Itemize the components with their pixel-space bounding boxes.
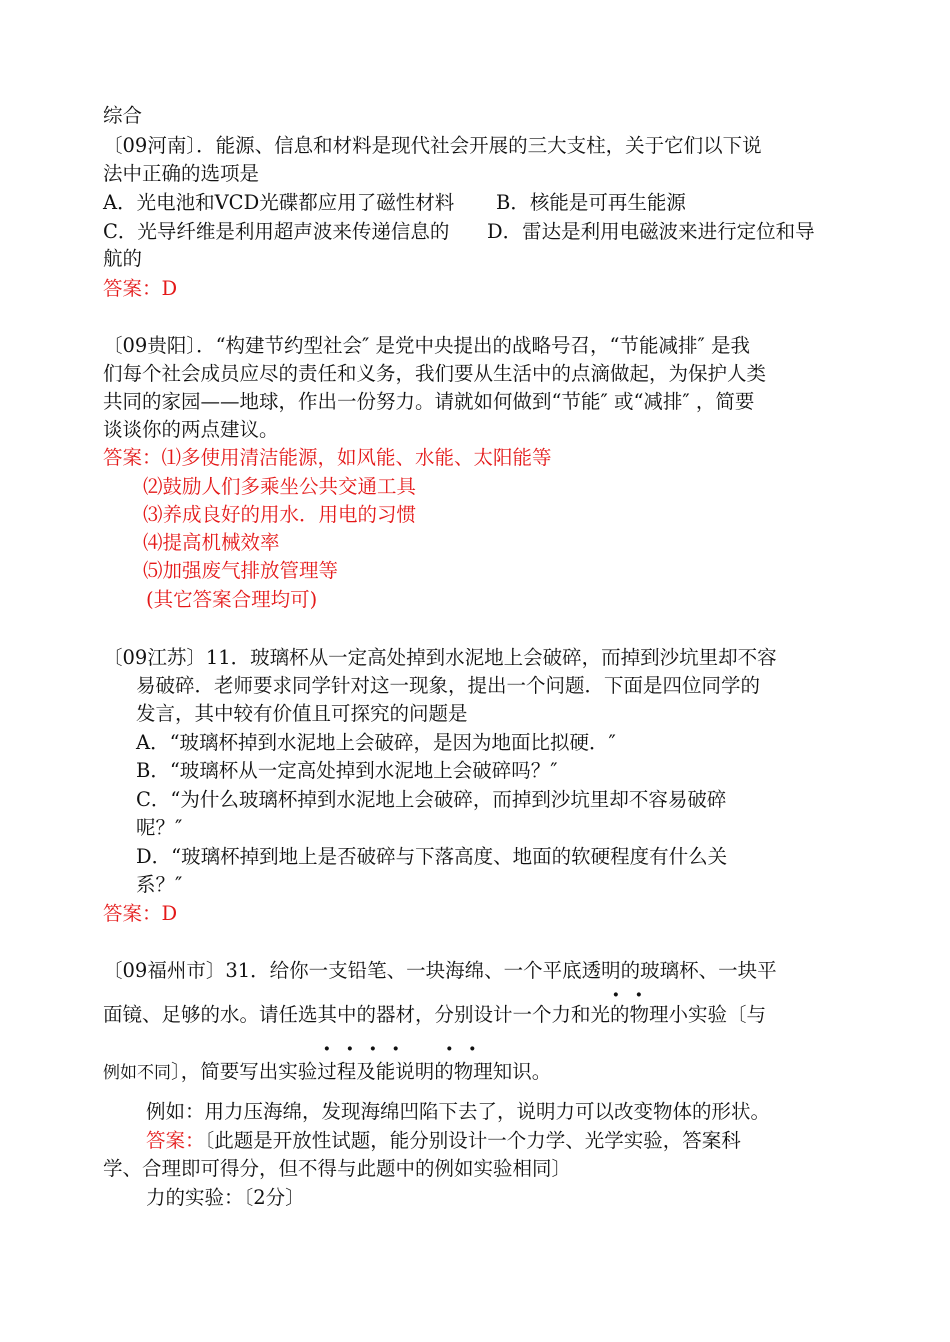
q2-line1-text: “构建节约型社会″ 是党中央提出的战略号召，“节能减排″ 是我: [215, 334, 750, 357]
q4-answer-text: 〔此题是开放性试题，能分别设计一个力学、光学实验，答案科: [204, 1129, 741, 1152]
q4-line2: 面镜、足够的水。请任选其中的器材，分别设计一个力和光的物理小实验〔与: [103, 1003, 767, 1026]
q2-answer-note: (其它答案合理均可): [146, 588, 318, 611]
q3-option-d-end: 系？″: [136, 873, 183, 896]
q4-line3-text: 〕，简要写出实验过程及能说明的物理知识。: [171, 1060, 552, 1083]
q3-line1: 〔09江苏〕11．玻璃杯从一定高处掉到水泥地上会破碎，而掉到沙坑里却不容: [103, 646, 777, 669]
q3-option-b: B．“玻璃杯从一定高处掉到水泥地上会破碎吗？″: [136, 759, 558, 782]
emphasis-dots: · ·: [612, 982, 643, 1008]
q4-line1: 〔09福州市〕31．给你一支铅笔、一块海绵、一个平底透明的玻璃杯、一块平: [103, 959, 777, 982]
q1-line1: 〔09河南〕．能源、信息和材料是现代社会开展的三大支柱，关于它们以下说: [103, 134, 762, 157]
q3-line3: 发言，其中较有价值且可探究的问题是: [136, 702, 468, 725]
q1-answer: 答案：D: [103, 277, 178, 300]
q2-line4: 谈谈你的两点建议。: [103, 418, 279, 441]
q2-answer-line1: [103, 445, 552, 471]
q2-source: 〔09贵阳〕．: [103, 334, 216, 357]
q1-option-c: C．光导纤维是利用超声波来传递信息的: [103, 220, 450, 243]
q3-option-a: A．“玻璃杯掉到水泥地上会破碎，是因为地面比拟硬．″: [136, 731, 616, 754]
q1-option-b: B．核能是可再生能源: [496, 191, 686, 214]
q3-option-c: C．“为什么玻璃杯掉到水泥地上会破碎，而掉到沙坑里却不容易破碎: [136, 788, 727, 811]
q3-line2: 易破碎．老师要求同学针对这一现象，提出一个问题．下面是四位同学的: [136, 674, 761, 697]
q3-option-d: D．“玻璃杯掉到地上是否破碎与下落高度、地面的软硬程度有什么关: [136, 845, 728, 868]
q4-line3-start: 例如不同: [103, 1063, 171, 1083]
q2-line2: 们每个社会成员应尽的责任和义务，我们要从生活中的点滴做起，为保护人类: [103, 362, 767, 385]
q1-option-d-end: 航的: [103, 247, 143, 270]
q1-option-d: D．雷达是利用电磁波来进行定位和导: [487, 220, 815, 243]
emphasis-dots: · · · · · ·: [323, 1036, 477, 1062]
q1-line2: 法中正确的选项是: [103, 162, 260, 185]
q1-option-a: A．光电池和VCD光碟都应用了磁性材料: [103, 191, 455, 214]
q4-line3: [103, 1059, 551, 1086]
q2-answer-item: ⑶养成良好的用水．用电的习惯: [143, 503, 417, 526]
q2-line3: 共同的家园——地球，作出一份努力。请就如何做到“节能″ 或“减排″ ，简要: [103, 390, 755, 413]
q4-example: 例如：用力压海绵，发现海绵凹陷下去了，说明力可以改变物体的形状。: [146, 1100, 771, 1123]
q4-force-experiment: 力的实验：〔2分〕: [146, 1186, 305, 1209]
q2-answer-item: ⑸加强废气排放管理等: [143, 559, 339, 582]
q4-answer-line2: 学、合理即可得分，但不得与此题中的例如实验相同〕: [103, 1157, 572, 1180]
q4-answer-line1: [146, 1128, 741, 1154]
q3-answer: 答案：D: [103, 902, 178, 925]
q2-answer-item: ⑴多使用清洁能源，如风能、水能、太阳能等: [161, 446, 552, 469]
q3-option-c-end: 呢？″: [136, 816, 183, 839]
q2-answer-item: ⑵鼓励人们多乘坐公共交通工具: [143, 475, 417, 498]
q2-answer-item: ⑷提高机械效率: [143, 531, 280, 554]
heading: 综合: [103, 104, 143, 127]
q2-answer-label: 答案：: [103, 446, 162, 469]
q4-answer-label: 答案：: [146, 1129, 205, 1152]
q2-line1: [103, 333, 750, 359]
